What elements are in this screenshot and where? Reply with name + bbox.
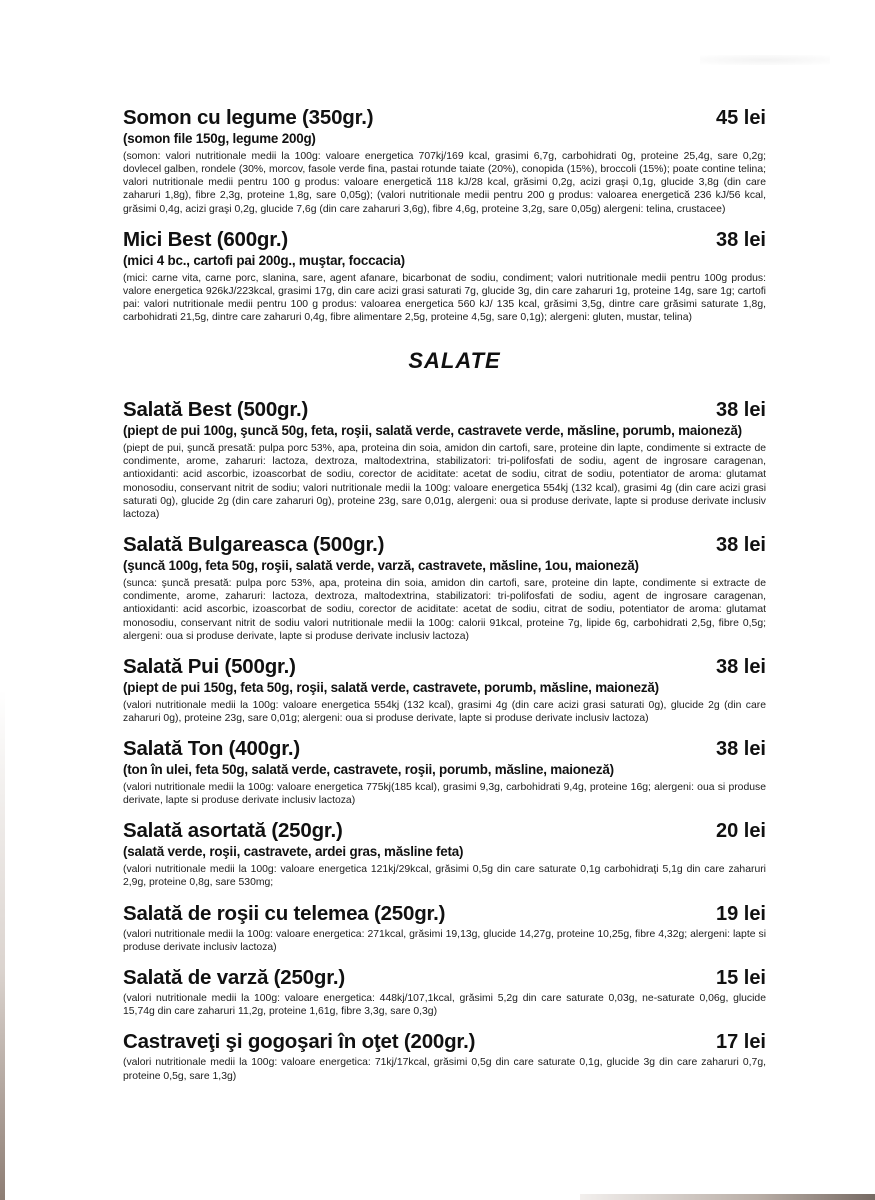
item-details: (valori nutritionale medii la 100g: valoare energetica: 448kj/107,1kcal, grăsimi 5,2g din care saturate 0,03g, ne-saturate 0,06g, glucide 15,74g din care zaharuri 11,2g, proteine 1,61g, fibre 3,3g, sare 0,3g) <box>123 992 766 1018</box>
menu-item-salata-best <box>123 398 766 521</box>
item-name: Salată Ton (400gr.) <box>123 737 300 761</box>
item-ingredients: (salată verde, roşii, castravete, ardei gras, măsline feta) <box>123 844 464 860</box>
item-name: Salată de varză (250gr.) <box>123 965 345 989</box>
item-head <box>123 737 766 761</box>
menu-item-salata-pui <box>123 655 766 725</box>
item-name: Salată de roşii cu telemea (250gr.) <box>123 901 446 925</box>
item-name: Salată Pui (500gr.) <box>123 655 296 679</box>
item-details: (piept de pui, şuncă presată: pulpa porc 53%, apa, proteina din soia, amidon din cartofi, sare, proteine din lapte, condimente si extracte de condimente, arome, zaharuri: lactoza, dextroza, maltodextrina, stabilizatori: tri-polifosfati de sodiu, agent de ingrosare caragenan, antioxidanti: acid ascorbic, izoascorbat de sodiu, corector de aciditate: acetat de sodiu, citrat de sodiu, potentiator de aroma: glutamat monosodiu, conservant nitrit de sodiu; valori nutritionale medii la 100g: valoare energetica 554kj (132 kcal), grasimi 4g (din care acizi grasi saturati 0g), glucide 2g (din care zaharuri 0g), proteine 23g, sare 0,01g, alergeni: oua si produse derivate, lapte si produse derivate inclusiv lactoza) <box>123 443 766 521</box>
item-price: 38 lei <box>715 399 766 422</box>
menu-item-salata-ton <box>123 737 766 807</box>
item-head <box>123 819 766 843</box>
item-price: 20 lei <box>715 820 766 843</box>
item-ingredients: (mici 4 bc., cartofi pai 200g., muştar, foccacia) <box>123 252 405 268</box>
item-price: 19 lei <box>715 902 766 925</box>
item-price: 15 lei <box>715 966 766 989</box>
item-head <box>123 1030 766 1054</box>
item-ingredients: (piept de pui 150g, feta 50g, roşii, salată verde, castravete, porumb, măsline, maioneză) <box>123 680 659 696</box>
item-name: Salată Bulgareasca (500gr.) <box>123 533 385 557</box>
item-head <box>123 228 766 252</box>
menu-content <box>123 106 766 1095</box>
item-details: (valori nutritionale medii la 100g: valoare energetica 554kj (132 kcal), grasimi 4g (din care acizi grasi saturati 0g), glucide 2g (din care zaharuri 0g), proteine 23g, sare 0,01g; alergeni: oua si produse derivate, lapte si produse derivate inclusiv lactoza) <box>123 699 766 725</box>
item-details: (valori nutritionale medii la 100g: valoare energetica 121kj/29kcal, grăsimi 0,5g din care saturate 0,1g carbohidraţi 5,1g din care zaharuri 2,9g, proteine 0,8g, sare 530mg; <box>123 864 766 889</box>
scan-edge-bottom <box>580 1194 875 1200</box>
menu-item-mici-best <box>123 228 766 325</box>
section-title-salate: SALATE <box>408 348 501 374</box>
item-name: Salată asortată (250gr.) <box>123 819 343 843</box>
item-details: (valori nutritionale medii la 100g: valoare energetica: 71kj/17kcal, grăsimi 0,5g din care saturate 0,1g, glucide 3g din care zaharuri 0,7g, proteine 0,5g, sare 1,3g) <box>123 1057 766 1082</box>
item-name: Salată Best (500gr.) <box>123 398 309 422</box>
item-head <box>123 533 766 557</box>
item-ingredients: (şuncă 100g, feta 50g, roşii, salată verde, varză, castravete, măsline, 1ou, maioneză) <box>123 558 639 574</box>
item-head <box>123 106 766 130</box>
item-price: 38 lei <box>715 228 766 251</box>
item-head <box>123 902 766 926</box>
item-details: (sunca: şuncă presată: pulpa porc 53%, apa, proteina din soia, amidon din cartofi, sare, proteine din lapte, condimente si extracte de condimente, arome, zaharuri: lactoza, dextroza, maltodextrina, stabilizatori: tri-polifosfati de sodiu, agent de ingrosare caragenan, antioxidanti: acid ascorbic, izoascorbat de sodiu, corector de aciditate: acetat de sodiu, citrat de sodiu, potentiator de aroma: glutamat monosodiu, conservant nitrit de sodiu valori nutritionale medii la 100g: calorii 91kcal, proteine 7g, lipide 6g, carbohidrati 2,5g, fibre 0,5g; alergeni: oua si produse derivate, lapte si produse derivate inclusiv lactoza) <box>123 578 766 642</box>
menu-item-salata-de-varza <box>123 966 766 1018</box>
scan-edge-left <box>0 690 5 1200</box>
item-head <box>123 655 766 679</box>
item-name: Somon cu legume (350gr.) <box>123 106 374 129</box>
item-ingredients: (somon file 150g, legume 200g) <box>123 131 316 146</box>
item-price: 17 lei <box>715 1031 766 1054</box>
item-ingredients: (ton în ulei, feta 50g, salată verde, castravete, roşii, porumb, măsline, maioneză) <box>123 762 614 778</box>
scan-smudge-top <box>700 55 830 65</box>
item-price: 38 lei <box>715 656 766 679</box>
item-price: 45 lei <box>715 107 766 129</box>
item-name: Castraveţi şi gogoşari în oţet (200gr.) <box>123 1030 476 1054</box>
item-details: (mici: carne vita, carne porc, slanina, sare, agent afanare, bicarbonat de sodiu, condiment; valori nutritionale medii pentru 100g produs: valore energetica 926kJ/223kcal, grasimi 17g, din care acizi grasi saturati 7g, glucide 3g, din care zaharuri 1g, proteine 14g, sare 1g; cartofi pai: valori nutritionale medii pentru 100 g produs: valoarea energetica 560 kJ/ 135 kcal, grăsimi 3,5g, dintre care grăsimi saturate 1,8g, carbohidrati 21,5g, dintre care zaharuri 0,4g, fibre alimentare 2,5g, proteine 4,5g, sare 0,1g); alergeni: gluten, mustar, telina) <box>123 272 766 324</box>
menu-item-salata-bulgareasca <box>123 533 766 643</box>
menu-item-salata-asortata <box>123 819 766 889</box>
item-head <box>123 398 766 422</box>
item-price: 38 lei <box>715 738 766 761</box>
item-price: 38 lei <box>715 534 766 557</box>
item-name: Mici Best (600gr.) <box>123 227 289 251</box>
item-ingredients: (piept de pui 100g, şuncă 50g, feta, roşii, salată verde, castravete verde, măsline, porumb, maioneză) <box>123 423 742 439</box>
item-details: (valori nutritionale medii la 100g: valoare energetica: 271kcal, grăsimi 19,13g, glucide 14,27g, proteine 10,25g, fibre 4,32g; alergeni: lapte si produse derivate inclusiv lactoza) <box>123 928 766 953</box>
menu-item-castraveti-si-gogosari <box>123 1030 766 1082</box>
menu-item-somon-cu-legume <box>123 106 766 216</box>
menu-item-salata-de-rosii-cu-telemea <box>123 902 766 954</box>
item-head <box>123 966 766 990</box>
item-details: (valori nutritionale medii la 100g: valoare energetica 775kj(185 kcal), grasimi 9,3g, carbohidrati 9,4g, proteine 16g; alergeni: oua si produse derivate, lapte si produse derivate inclusiv lactoza) <box>123 781 766 807</box>
item-details: (somon: valori nutritionale medii la 100g: valoare energetica 707kj/169 kcal, grasimi 6,7g, carbohidrati 0g, proteine 25,4g, sare 0,2g; dovlecel galben, rondele (30%, morcov, fasole verde fina, pastai rotunde taiate (20%), conopida (15%), broccoli (15%); poate contine telina; valori nutritionale medii pentru 100 g produs: valoare energetică 118 kJ/28 kcal, grăsimi 0,2g, acizi graşi 0,1g, glucide 3,8g (din care zaharuri 1,8g), fibre 2,3g, proteine 1,8g, sare 0,05g); (valori nutritionale medii pentru 200 g produs: valoarea energetică 236 kJ/56 kcal, grăsimi 0,4g, acizi graşi 0,2g, glucide 7,6g (din care zaharuri 3,6g), fibre 4,6g, proteine 3,2g, sare 0,05g) alergeni: telina, crustacee) <box>123 150 766 215</box>
